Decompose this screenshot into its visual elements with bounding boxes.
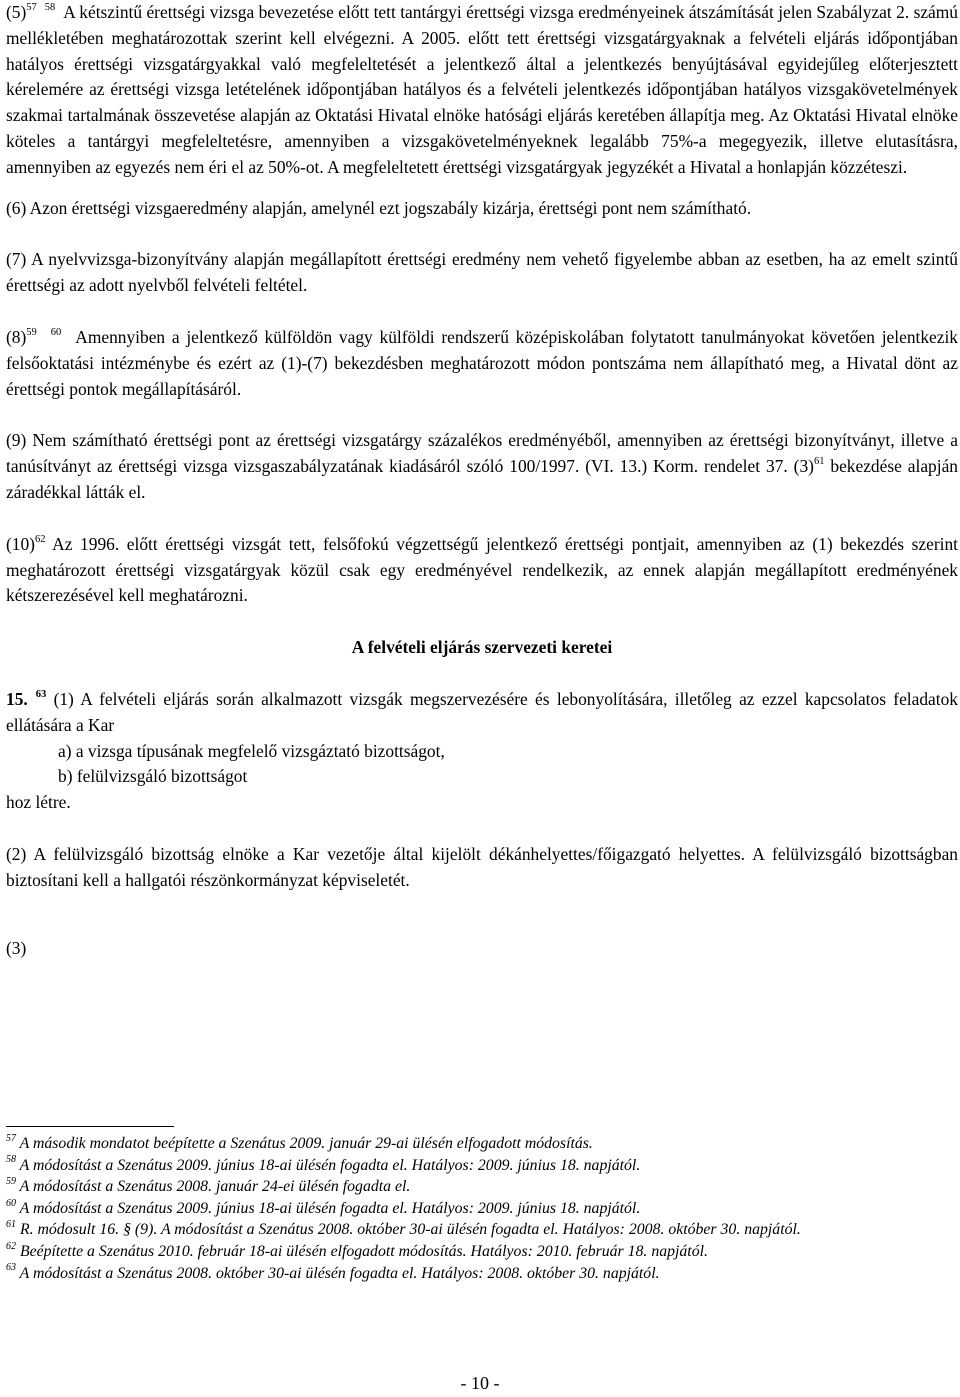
footnote-ref[interactable]: 62 xyxy=(34,533,46,545)
paragraph-number: (10) xyxy=(6,533,35,554)
footnote-number: 57 xyxy=(6,1132,16,1144)
list-item: b) felülvizsgáló bizottságot xyxy=(58,766,248,787)
paragraph-text: (7) A nyelvvizsga-bizonyítvány alapján megállapított érettségi eredmény nem vehető figyelembe abban az esetben, ha az emelt szintű érettségi az adott nyelvből felvételi feltétel. xyxy=(6,249,958,296)
paragraph-text: (3) xyxy=(6,937,27,958)
paragraph-text: A kétszintű érettségi vizsga bevezetése előtt tett tantárgyi érettségi vizsga eredményeinek átszámítását jelen Szabályzat 2. számú mellékletében meghatározottak szerint kell elvégezni. A 2005. előtt tett érettségi vizsgatárgyaknak a felvételi eljárás időpontjában hatályos érettségi vizsgatárgyakkal való megfeleltetését a jelentkező által a jelentkezés benyújtásával egyidejűleg előterjesztett kérelemére az érettségi vizsga letételének időpontjában hatályos és a felvételi jelentkezés időpontjában hatályos vizsgakövetelmények szakmai tartalmának összevetése alapján az Oktatási Hivatal elnöke hatósági eljárás keretében állapítja meg. Az Oktatási Hivatal elnöke köteles a tantárgyi megfeleltetésre, amennyiben a vizsgakövetelményeknek legalább 75%-a megegyezik, illetve elutasításra, amennyiben az egyezés nem éri el az 50%-ot. A megfeleltetett érettségi vizsgatárgyak jegyzékét a Hivatal a honlapján közzéteszi. xyxy=(6,2,958,177)
footnote-text: A módosítást a Szenátus 2008. január 24-ei ülésén fogadta el. xyxy=(16,1178,411,1196)
section-15-paragraph-1 xyxy=(6,687,958,816)
paragraph-text: Az 1996. előtt érettségi vizsgát tett, felsőfokú végzettségű jelentkező érettségi pontjait, amennyiben az (1) bekezdés szerint meghatározott érettségi vizsgatárgyak közül csak egy eredményével rendelkezik, az ennek alapján megállapított eredményének kétszerezésével kell meghatározni. xyxy=(6,533,958,606)
footnote-number: 61 xyxy=(6,1219,16,1231)
footnote-text: Beépítette a Szenátus 2010. február 18-ai ülésén elfogadott módosítás. Hatályos: 2010. február 18. napjától. xyxy=(16,1242,708,1260)
paragraph-6 xyxy=(6,196,958,222)
footnote-ref[interactable]: 57 xyxy=(26,2,37,14)
footnote-text: R. módosult 16. § (9). A módosítást a Szenátus 2008. október 30-ai ülésén fogadta el. Hatályos: 2008. október 30. napjától. xyxy=(16,1221,801,1239)
footnote xyxy=(6,1219,958,1241)
paragraph-5 xyxy=(6,0,958,181)
paragraph-text: bekezdése alapján záradékkal látták el. xyxy=(6,456,958,502)
footnote-number: 60 xyxy=(6,1197,16,1209)
footnote-number: 59 xyxy=(6,1175,16,1187)
footnote xyxy=(6,1133,958,1155)
paragraph-text: (1) A felvételi eljárás során alkalmazott vizsgák megszervezésére és lebonyolítására, illetőleg az ezzel kapcsolatos feladatok ellátására a Kar xyxy=(6,688,958,735)
paragraph-7 xyxy=(6,247,958,299)
section-15-paragraph-3 xyxy=(6,936,958,962)
footnote-ref[interactable]: 60 xyxy=(50,327,62,339)
footnote xyxy=(6,1241,958,1263)
footnote-divider xyxy=(6,1126,174,1127)
footnote xyxy=(6,1155,958,1177)
section-15-paragraph-2 xyxy=(6,842,958,894)
paragraph-9 xyxy=(6,428,958,505)
paragraph-number: (8) xyxy=(6,326,27,347)
paragraph-text: (6) Azon érettségi vizsgaeredmény alapján, amelynél ezt jogszabály kizárja, érettségi pont nem számítható. xyxy=(6,197,752,218)
footnote-text: A második mondatot beépítette a Szenátus 2009. január 29-ai ülésén elfogadott módosítás. xyxy=(16,1135,593,1152)
paragraph-text: hoz létre. xyxy=(6,792,71,813)
footnote-number: 62 xyxy=(6,1240,16,1252)
paragraph-8 xyxy=(6,325,958,402)
footnote-ref[interactable]: 59 xyxy=(26,327,37,339)
footnote-text: A módosítást a Szenátus 2008. október 30-ai ülésén fogadta el. Hatályos: 2008. október 30. napjától. xyxy=(16,1264,660,1282)
paragraph-10 xyxy=(6,532,958,609)
footnote-number: 63 xyxy=(6,1262,16,1274)
footnote-ref[interactable]: 61 xyxy=(813,456,825,468)
footnote xyxy=(6,1198,958,1220)
footnote xyxy=(6,1263,958,1285)
footnote-text: A módosítást a Szenátus 2009. június 18-ai ülésén fogadta el. Hatályos: 2009. június 18. napjától. xyxy=(16,1199,641,1217)
paragraph-text: (9) Nem számítható érettségi pont az érettségi vizsgatárgy százalékos eredményéből, amennyiben az érettségi bizonyítványt, illetve a tanúsítványt az érettségi vizsga vizsgaszabályzatának kiadásáról szóló 100/1997. (VI. 13.) Korm. rendelet 37. (3) xyxy=(6,430,958,477)
footnote xyxy=(6,1176,958,1198)
footnote-ref[interactable]: 58 xyxy=(44,2,56,14)
list-item: a) a vizsga típusának megfelelő vizsgáztató bizottságot, xyxy=(58,740,445,761)
footnote-ref[interactable]: 63 xyxy=(35,689,47,701)
footnotes xyxy=(6,1126,958,1284)
paragraph-text: Amennyiben a jelentkező külföldön vagy külföldi rendszerű középiskolában folytatott tanulmányokat követően jelentkezik felsőoktatási intézménybe és ezért az (1)-(7) bekezdésben meghatározott módon pontszáma nem állapítható meg, a Hivatal dönt az érettségi pontok megállapításáról. xyxy=(6,326,958,399)
section-title: A felvételi eljárás szervezeti keretei xyxy=(351,637,613,658)
footnote-text: A módosítást a Szenátus 2009. június 18-ai ülésén fogadta el. Hatályos: 2009. június 18. napjától. xyxy=(16,1156,641,1174)
page-number: - 10 - xyxy=(460,1373,500,1393)
section-number: 15. xyxy=(6,688,28,709)
paragraph-number: (5) xyxy=(6,2,27,22)
document-page xyxy=(6,0,958,961)
footnote-number: 58 xyxy=(6,1154,16,1166)
paragraph-text: (2) A felülvizsgáló bizottság elnöke a Kar vezetője által kijelölt dékánhelyettes/főigazgató helyettes. A felülvizsgáló bizottságban biztosítani kell a hallgatói részönkormányzat képviseletét. xyxy=(6,843,958,890)
